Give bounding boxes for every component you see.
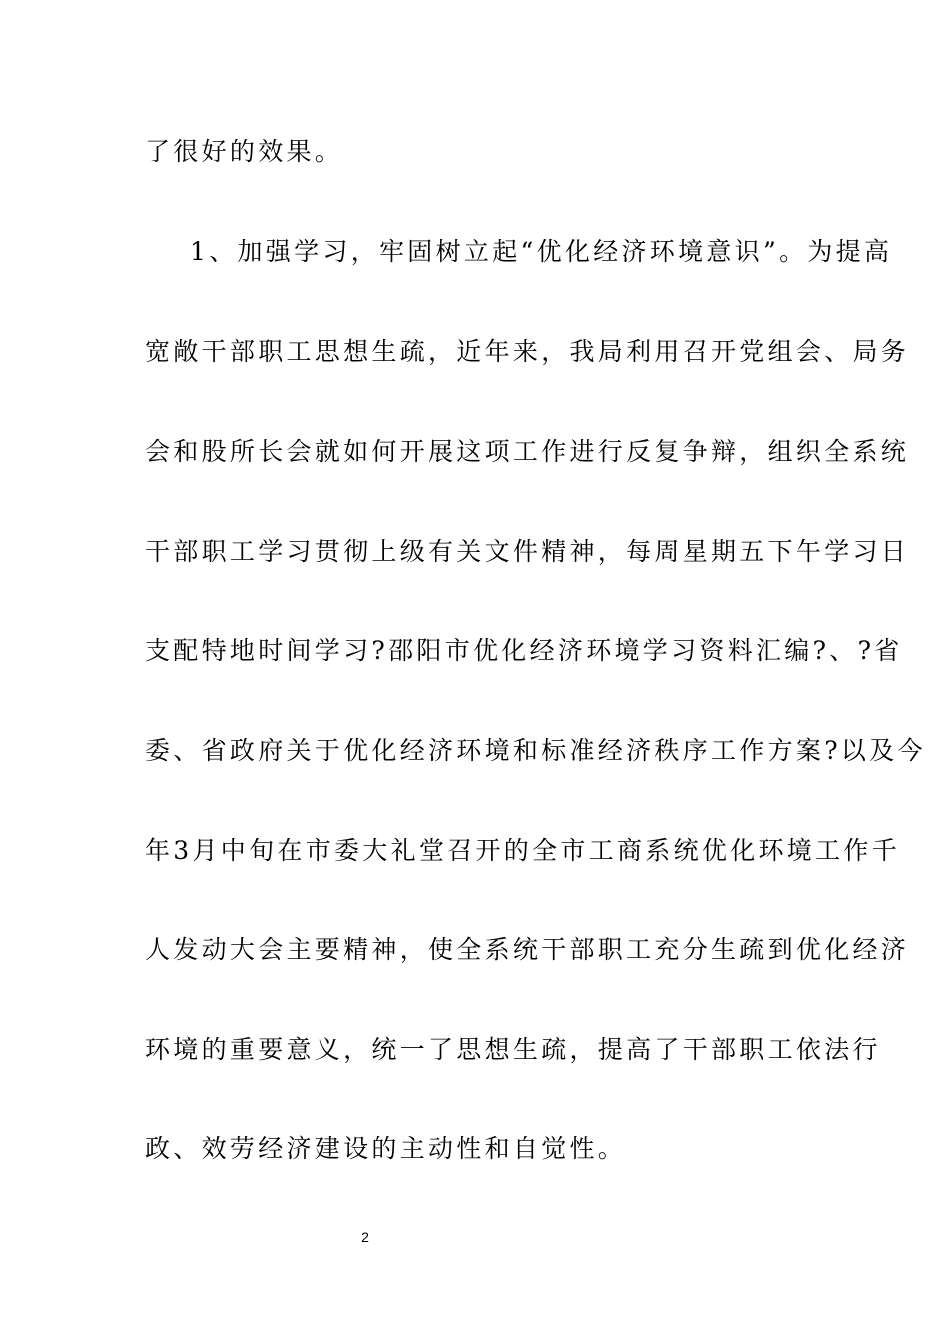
page-number: 2 bbox=[361, 1229, 369, 1245]
paragraph-line-9: 人发动大会主要精神，使全系统干部职工充分生疏到优化经济 bbox=[145, 935, 910, 964]
paragraph-line-8: 年3月中旬在市委大礼堂召开的全市工商系统优化环境工作千 bbox=[145, 836, 901, 865]
paragraph-line-5: 干部职工学习贯彻上级有关文件精神，每周星期五下午学习日 bbox=[145, 537, 910, 566]
paragraph-line-4: 会和股所长会就如何开展这项工作进行反复争辩，组织全系统 bbox=[145, 437, 910, 466]
paragraph-line-2: 1、加强学习，牢固树立起“优化经济环境意识”。为提高 bbox=[190, 237, 893, 266]
paragraph-line-6: 支配特地时间学习?邵阳市优化经济环境学习资料汇编?、?省 bbox=[145, 636, 903, 665]
paragraph-line-7: 委、省政府关于优化经济环境和标准经济秩序工作方案?以及今 bbox=[145, 736, 926, 765]
paragraph-line-10: 环境的重要意义，统一了思想生疏，提高了干部职工依法行 bbox=[145, 1035, 881, 1064]
paragraph-line-3: 宽敞干部职工思想生疏，近年来，我局利用召开党组会、局务 bbox=[145, 337, 910, 366]
paragraph-line-11: 政、效劳经济建设的主动性和自觉性。 bbox=[145, 1134, 627, 1163]
paragraph-line-1: 了很好的效果。 bbox=[145, 137, 344, 166]
